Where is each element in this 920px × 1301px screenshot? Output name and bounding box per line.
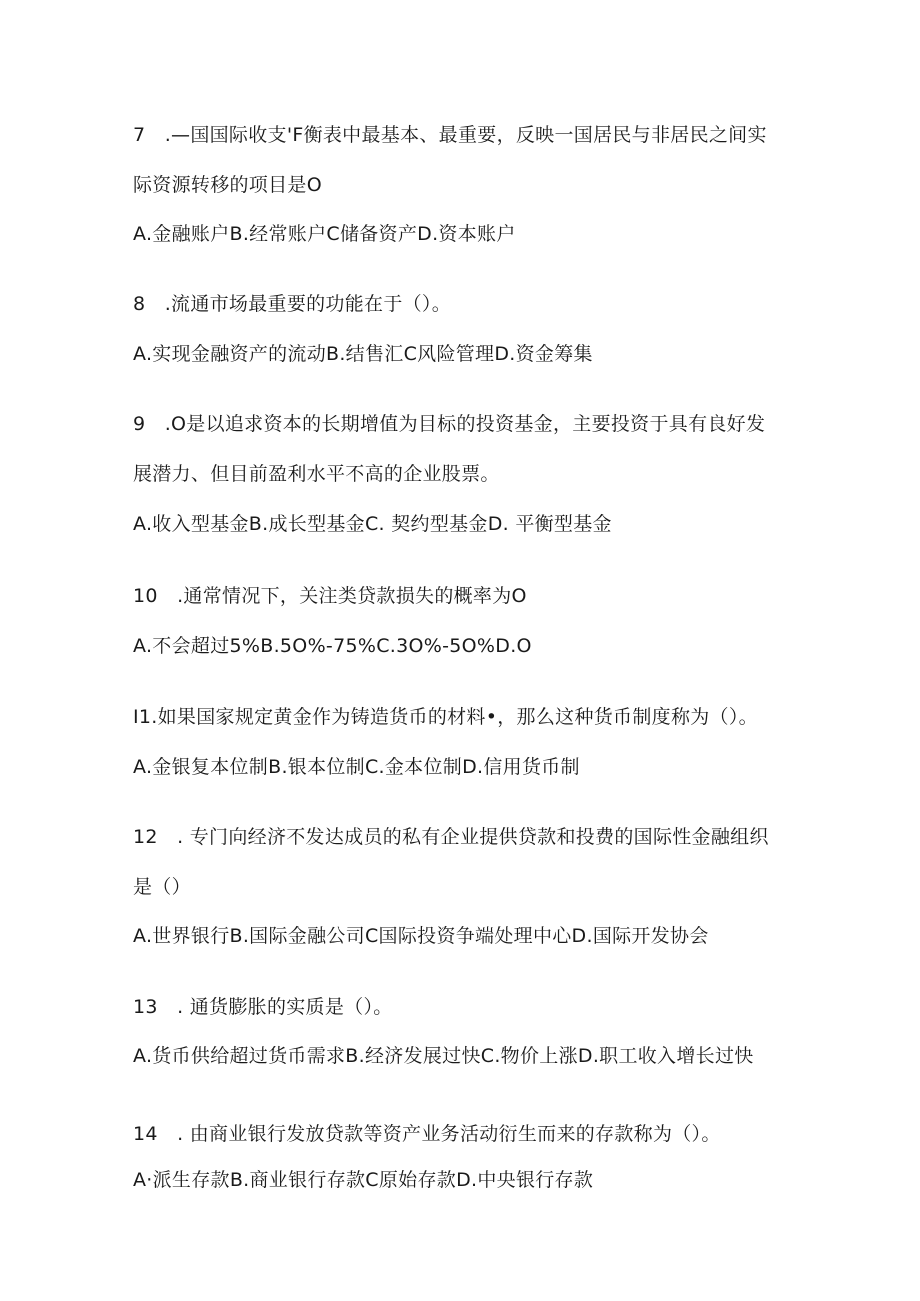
question-14-line-1: 14 . 由商业银行发放贷款等资产业务活动衍生而来的存款称为（）。 <box>133 1123 721 1145</box>
question-12-line-1: 12 . 专门向经济不发达成员的私有企业提供贷款和投费的国际性金融组织 <box>133 826 769 848</box>
question-8-line-1: 8 .流通市场最重要的功能在于（）。 <box>133 293 452 315</box>
question-13-line-1: 13 . 通货膨胀的实质是（）。 <box>133 996 393 1018</box>
question-10-options: A.不会超过5%B.5O%-75%C.3O%-5O%D.O <box>133 635 532 657</box>
question-9-options: A.收入型基金B.成长型基金C. 契约型基金D. 平衡型基金 <box>133 513 612 535</box>
question-7-options: A.金融账户B.经常账户C储备资产D.资本账户 <box>133 223 516 245</box>
question-10-line-1: 10 .通常情况下，关注类贷款损失的概率为O <box>133 585 527 607</box>
question-11-line-1: I1.如果国家规定黄金作为铸造货币的材料•，那么这种货币制度称为（）。 <box>133 706 758 728</box>
question-8-options: A.实现金融资产的流动B.结售汇C风险管理D.资金筹集 <box>133 343 593 365</box>
question-13-options: A.货币供给超过货币需求B.经济发展过快C.物价上涨D.职工收入增长过快 <box>133 1045 754 1067</box>
question-12-options: A.世界银行B.国际金融公司C国际投资争端处理中心D.国际开发协会 <box>133 925 709 947</box>
question-11-options: A.金银复本位制B.银本位制C.金本位制D.信用货币制 <box>133 756 580 778</box>
question-14-options: A·派生存款B.商业银行存款C原始存款D.中央银行存款 <box>133 1169 594 1191</box>
question-9-line-2: 展潜力、但目前盈利水平不高的企业股票。 <box>133 463 500 485</box>
question-9-line-1: 9 .O是以追求资本的长期增值为目标的投资基金，主要投资于具有良好发 <box>133 413 766 435</box>
question-7-line-1: 7 .—国国际收支'F衡表中最基本、最重要，反映一国居民与非居民之间实 <box>133 124 767 146</box>
question-7-line-2: 际资源转移的项目是O <box>133 174 322 196</box>
question-12-line-2: 是（） <box>133 876 191 898</box>
